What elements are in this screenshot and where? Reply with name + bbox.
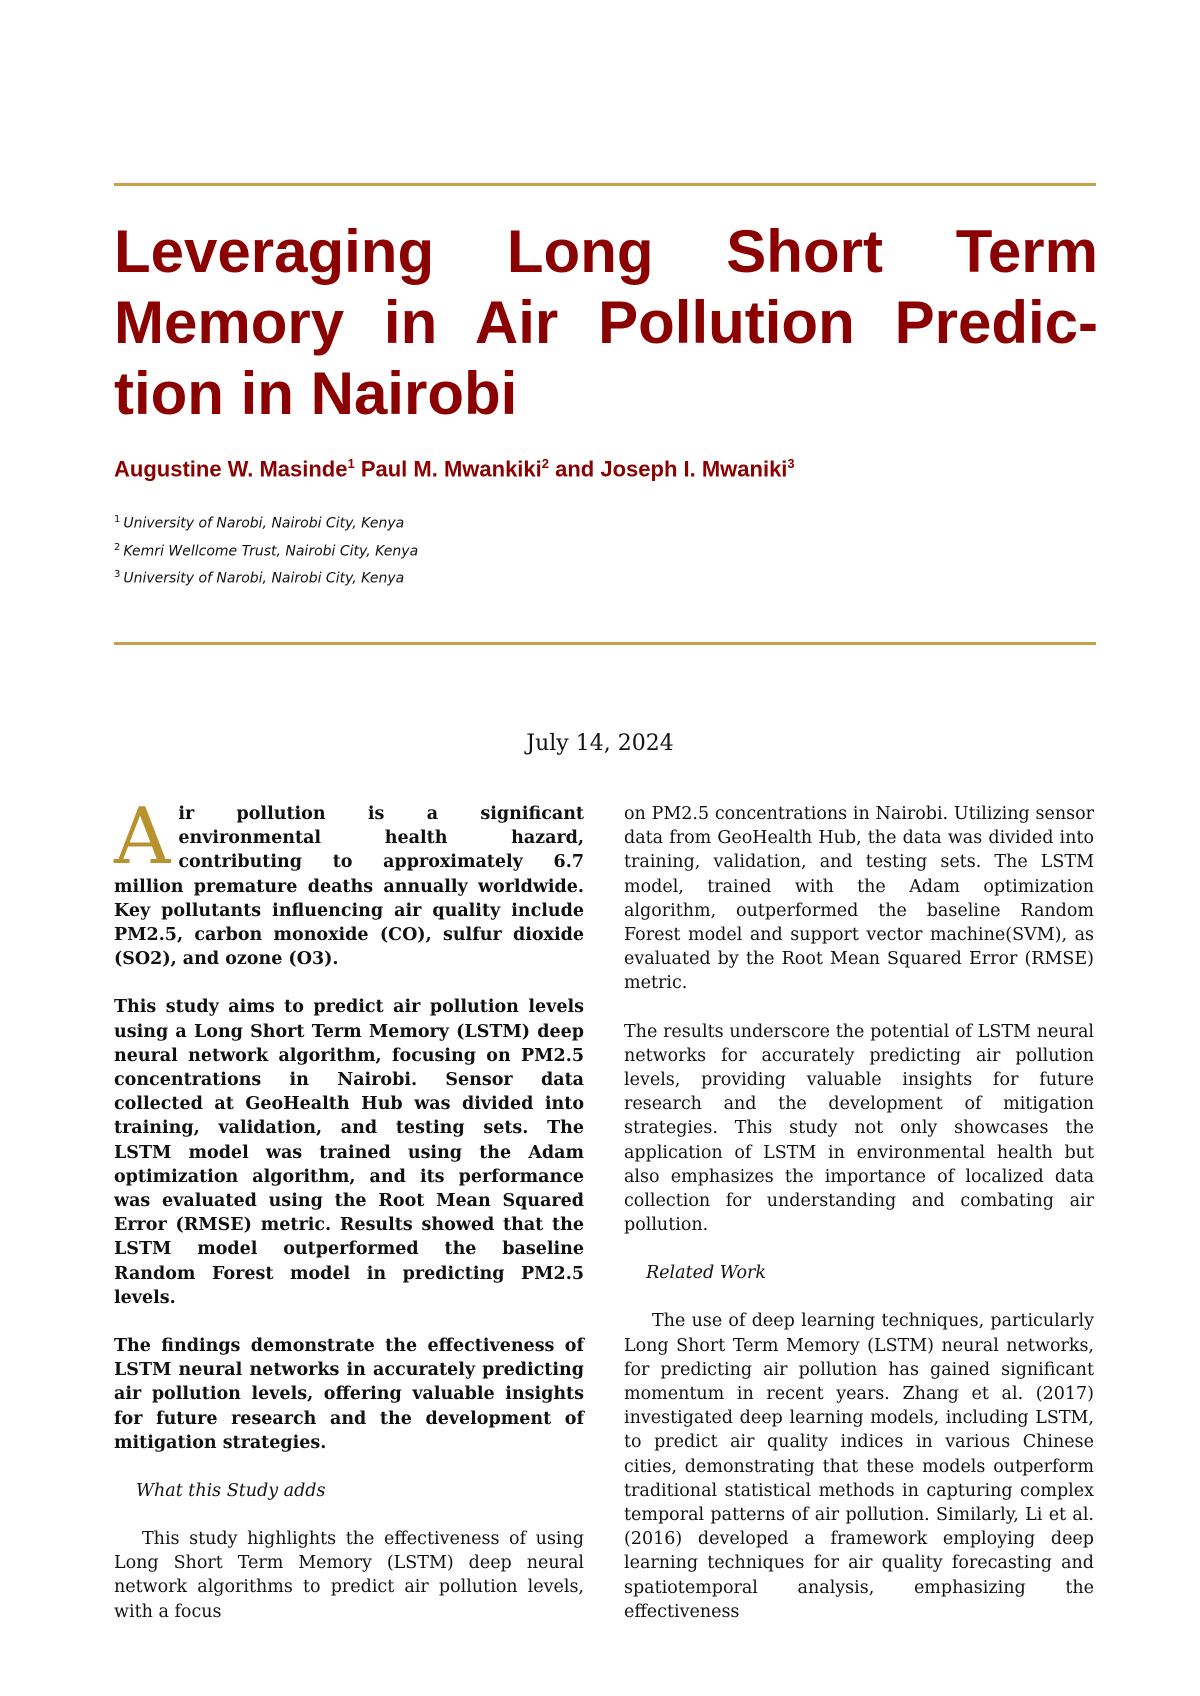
affiliation-marker: 2 <box>114 541 121 553</box>
author-affil-marker: 3 <box>787 456 795 471</box>
bottom-rule <box>114 642 1096 645</box>
affiliation-text: University of Narobi, Nairobi City, Kenya <box>123 570 405 587</box>
author-list <box>114 456 795 482</box>
abstract-text: ir pollution is a significant environmental health hazard, contributing to approximately 6.7 million premature deaths annually worldwide. Key pollutants influencing air quality include PM2.5, carbon monoxide (CO), sulfur dioxide (SO2), and ozone (O3). <box>114 804 584 970</box>
title-line-2: Memory in Air Pollution Predic- <box>114 289 1098 356</box>
publication-date: July 14, 2024 <box>526 731 674 756</box>
top-rule <box>114 183 1096 186</box>
left-column <box>114 792 584 1648</box>
body-paragraph: The results underscore the potential of LSTM neural networks for accurately predicting air pollution levels, providing valuable insights for future research and the development of mitigation strategies. This study not only showcases the application of LSTM in environmental health but also emphasizes the importance of localized data collection for understanding and combating air pollution. <box>624 1021 1094 1236</box>
author-name: Joseph I. Mwaniki <box>600 456 788 482</box>
right-column <box>624 802 1094 1648</box>
author-name: Paul M. Mwankiki <box>360 456 542 482</box>
body-paragraph: The use of deep learning techniques, particularly Long Short Term Memory (LSTM) neural networks, for predicting air pollution has gained significant momentum in recent years. Zhang et al. (2017) investigated deep learning models, including LSTM, to predict air quality indices in various Chinese cities, demonstrating that these models outperform traditional statistical methods in capturing complex temporal patterns of air pollution. Similarly, Li et al. (2016) developed a framework employing deep learning techniques for air quality forecasting and spatiotemporal analysis, emphasizing the effectiveness <box>624 1311 1094 1622</box>
title-line-3: tion in Nairobi <box>114 360 518 427</box>
affiliation-text: Kemri Wellcome Trust, Nairobi City, Kenya <box>123 543 419 560</box>
abstract-paragraph-2: This study aims to predict air pollution levels using a Long Short Term Memory (LSTM) deep neural network algorithm, focusing on PM2.5 concentrations in Nairobi. Sensor data collected at GeoHealth Hub was divided into training, validation, and testing sets. The LSTM model was trained using the Adam optimization algorithm, and its performance was evaluated using the Root Mean Squared Error (RMSE) metric. Results showed that the LSTM model outperformed the baseline Random Forest model in predicting PM2.5 levels. <box>114 997 584 1308</box>
paper-title <box>114 216 1098 429</box>
affiliation-marker: 3 <box>114 569 121 581</box>
affiliation-list <box>114 508 418 591</box>
title-line-1: Leveraging Long Short Term <box>114 218 1098 285</box>
affiliation <box>114 508 418 536</box>
body-paragraph: on PM2.5 concentrations in Nairobi. Utilizing sensor data from GeoHealth Hub, the data was divided into training, validation, and testing sets. The LSTM model, trained with the Adam optimization algorithm, outperformed the baseline Random Forest model and support vector machine(SVM), as evaluated by the Root Mean Squared Error (RMSE) metric. <box>624 804 1094 994</box>
section-heading-related-work: Related Work <box>646 1263 767 1284</box>
affiliation-text: University of Narobi, Nairobi City, Kenya <box>123 515 405 532</box>
author-affil-marker: 2 <box>541 456 549 471</box>
author-affil-marker: 1 <box>347 456 355 471</box>
abstract-paragraph-3: The findings demonstrate the effectiveness of LSTM neural networks in accurately predicting air pollution levels, offering valuable insights for future research and the development of mitigation strategies. <box>114 1336 584 1453</box>
body-paragraph: This study highlights the effectiveness of using Long Short Term Memory (LSTM) deep neural network algorithms to predict air pollution levels, with a focus <box>114 1529 584 1622</box>
author-conjunction: and <box>555 456 595 482</box>
abstract-paragraph-1 <box>114 792 584 971</box>
affiliation <box>114 563 418 591</box>
author-name: Augustine W. Masinde <box>114 456 348 482</box>
affiliation-marker: 1 <box>114 514 121 525</box>
affiliation <box>114 536 418 564</box>
drop-cap: A <box>114 792 171 882</box>
section-heading-what-this-study-adds: What this Study adds <box>136 1481 326 1502</box>
